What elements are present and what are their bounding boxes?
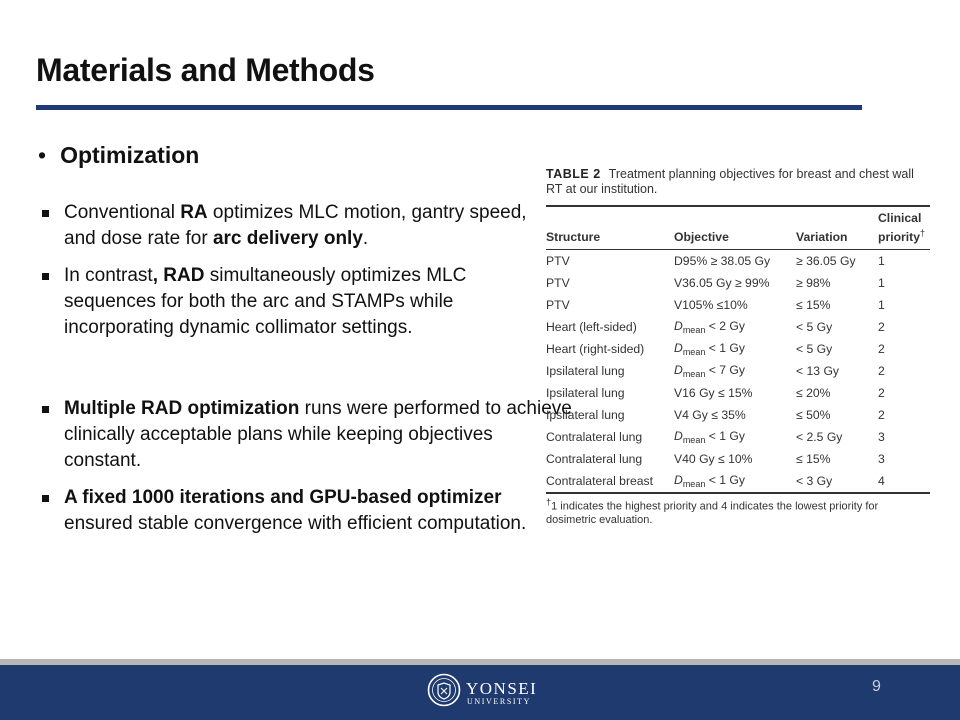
cell-variation: < 13 Gy (796, 364, 840, 379)
bullet-text: ensured stable convergence with efficient computation. (64, 513, 527, 534)
cell-variation: ≥ 36.05 Gy (796, 254, 856, 269)
cell-objective: D95% ≥ 38.05 Gy (674, 254, 771, 269)
cell-variation: < 5 Gy (796, 320, 833, 335)
title-underline (36, 105, 862, 110)
bullet-item (40, 485, 544, 537)
bullet-text: Conventional (64, 202, 181, 223)
bullet-text: optimizes MLC motion, gantry speed, and dose rate for (64, 202, 527, 249)
table-row (546, 360, 930, 382)
logo-subtitle: UNIVERSITY (467, 697, 531, 706)
bullet-bold: , RAD (152, 265, 205, 286)
cell-variation: ≤ 15% (796, 298, 831, 313)
table-row (546, 448, 930, 470)
table-row (546, 338, 930, 360)
bullet-bold: arc delivery only (212, 228, 363, 249)
cell-structure: Heart (left-sided) (546, 320, 637, 335)
cell-objective: V16 Gy ≤ 15% (674, 386, 753, 401)
bullet-bold: A fixed 1000 iterations and GPU-based optimizer (64, 487, 502, 508)
bullet-item (40, 263, 544, 341)
cell-structure: Ipsilateral lung (546, 408, 625, 423)
objective-value: < 1 Gy (705, 341, 745, 356)
objective-symbol: D (674, 341, 683, 356)
bullet-bold: Multiple RAD optimization (64, 398, 300, 419)
cell-priority: 2 (878, 408, 885, 423)
header-structure: Structure (546, 230, 601, 245)
objective-symbol: D (674, 363, 683, 378)
table-body (546, 250, 930, 494)
cell-objective (674, 426, 796, 448)
table-caption-text: Treatment planning objectives for breast and chest wall RT at our institution. (546, 167, 914, 196)
cell-objective: V36.05 Gy ≥ 99% (674, 276, 770, 291)
objective-symbol: D (674, 429, 683, 444)
cell-priority: 1 (878, 254, 885, 269)
cell-variation: < 2.5 Gy (796, 430, 843, 445)
objective-value: < 1 Gy (705, 429, 745, 444)
objective-value: < 1 Gy (705, 473, 745, 488)
square-bullet-icon (42, 495, 49, 502)
cell-variation: < 5 Gy (796, 342, 833, 357)
cell-structure: PTV (546, 276, 570, 291)
bullet-text: In contrast (64, 265, 153, 286)
cell-variation: ≤ 20% (796, 386, 831, 401)
logo-wordmark: YONSEI (466, 679, 538, 698)
cell-priority: 2 (878, 320, 885, 335)
table-label: TABLE 2 (546, 167, 601, 181)
cell-structure: Contralateral lung (546, 452, 643, 467)
square-bullet-icon (42, 273, 49, 280)
header-priority (878, 207, 930, 250)
objective-subscript: mean (682, 325, 706, 336)
header-priority-text: Clinical priority (878, 211, 922, 245)
square-bullet-icon (42, 210, 49, 217)
objectives-table (546, 207, 930, 494)
cell-variation: ≤ 50% (796, 408, 831, 423)
table-row (546, 426, 930, 448)
cell-structure: PTV (546, 254, 570, 269)
bullet-text: . (362, 228, 369, 249)
table-row (546, 404, 930, 426)
cell-objective (674, 360, 796, 382)
cell-structure: Heart (right-sided) (546, 342, 645, 357)
objective-value: < 2 Gy (705, 319, 745, 334)
objective-subscript: mean (682, 479, 706, 490)
section-heading-text: Optimization (60, 142, 200, 168)
bullet-item (40, 200, 544, 252)
section-heading (38, 142, 199, 169)
cell-structure: Contralateral breast (546, 474, 654, 489)
objective-symbol: D (674, 473, 683, 488)
cell-structure: Ipsilateral lung (546, 386, 625, 401)
cell-priority: 3 (878, 452, 885, 467)
cell-structure: PTV (546, 298, 570, 313)
bullet-item (40, 396, 574, 474)
objective-subscript: mean (682, 347, 706, 358)
cell-priority: 2 (878, 342, 885, 357)
bullet-bold: RA (180, 202, 208, 223)
objective-subscript: mean (682, 435, 706, 446)
dagger-mark: † (919, 228, 925, 238)
cell-priority: 1 (878, 298, 885, 313)
footnote-text: 1 indicates the highest priority and 4 indicates the lowest priority for dosimetric evaluation. (546, 500, 879, 526)
cell-objective: V4 Gy ≤ 35% (674, 408, 746, 423)
table-row (546, 294, 930, 316)
cell-variation: < 3 Gy (796, 474, 833, 489)
university-seal-icon (427, 673, 461, 707)
table-caption (546, 167, 930, 197)
objective-symbol: D (674, 319, 683, 334)
objective-value: < 7 Gy (705, 363, 745, 378)
table-header-row (546, 207, 930, 250)
cell-priority: 3 (878, 430, 885, 445)
cell-objective (674, 338, 796, 360)
cell-variation: ≥ 98% (796, 276, 831, 291)
cell-objective (674, 316, 796, 338)
header-objective: Objective (674, 230, 729, 245)
slide-title: Materials and Methods (36, 52, 375, 88)
cell-structure: Ipsilateral lung (546, 364, 625, 379)
bullet-text: simultaneously optimizes MLC sequences for both the arc and STAMPs while incorporating dynamic collimator settings. (64, 265, 467, 338)
cell-structure: Contralateral lung (546, 430, 643, 445)
header-variation: Variation (796, 230, 848, 245)
cell-priority: 1 (878, 276, 885, 291)
cell-priority: 2 (878, 364, 885, 379)
table-row (546, 272, 930, 294)
table-row (546, 470, 930, 493)
table-row (546, 316, 930, 338)
square-bullet-icon (42, 406, 49, 413)
cell-priority: 4 (878, 474, 885, 489)
objective-subscript: mean (682, 369, 706, 380)
cell-objective (674, 470, 796, 493)
footnote-dagger: † (546, 497, 552, 508)
table-row (546, 382, 930, 404)
planning-objectives-table (546, 167, 930, 527)
cell-objective: V105% ≤10% (674, 298, 748, 313)
cell-objective: V40 Gy ≤ 10% (674, 452, 753, 467)
cell-priority: 2 (878, 386, 885, 401)
bullet-text: runs were performed to achieve clinically acceptable plans while keeping objectives constant. (64, 398, 572, 471)
cell-variation: ≤ 15% (796, 452, 831, 467)
table-footnote (546, 496, 930, 527)
bullet-dot-icon: • (38, 142, 47, 168)
table-row (546, 250, 930, 273)
page-number: 9 (872, 678, 881, 695)
